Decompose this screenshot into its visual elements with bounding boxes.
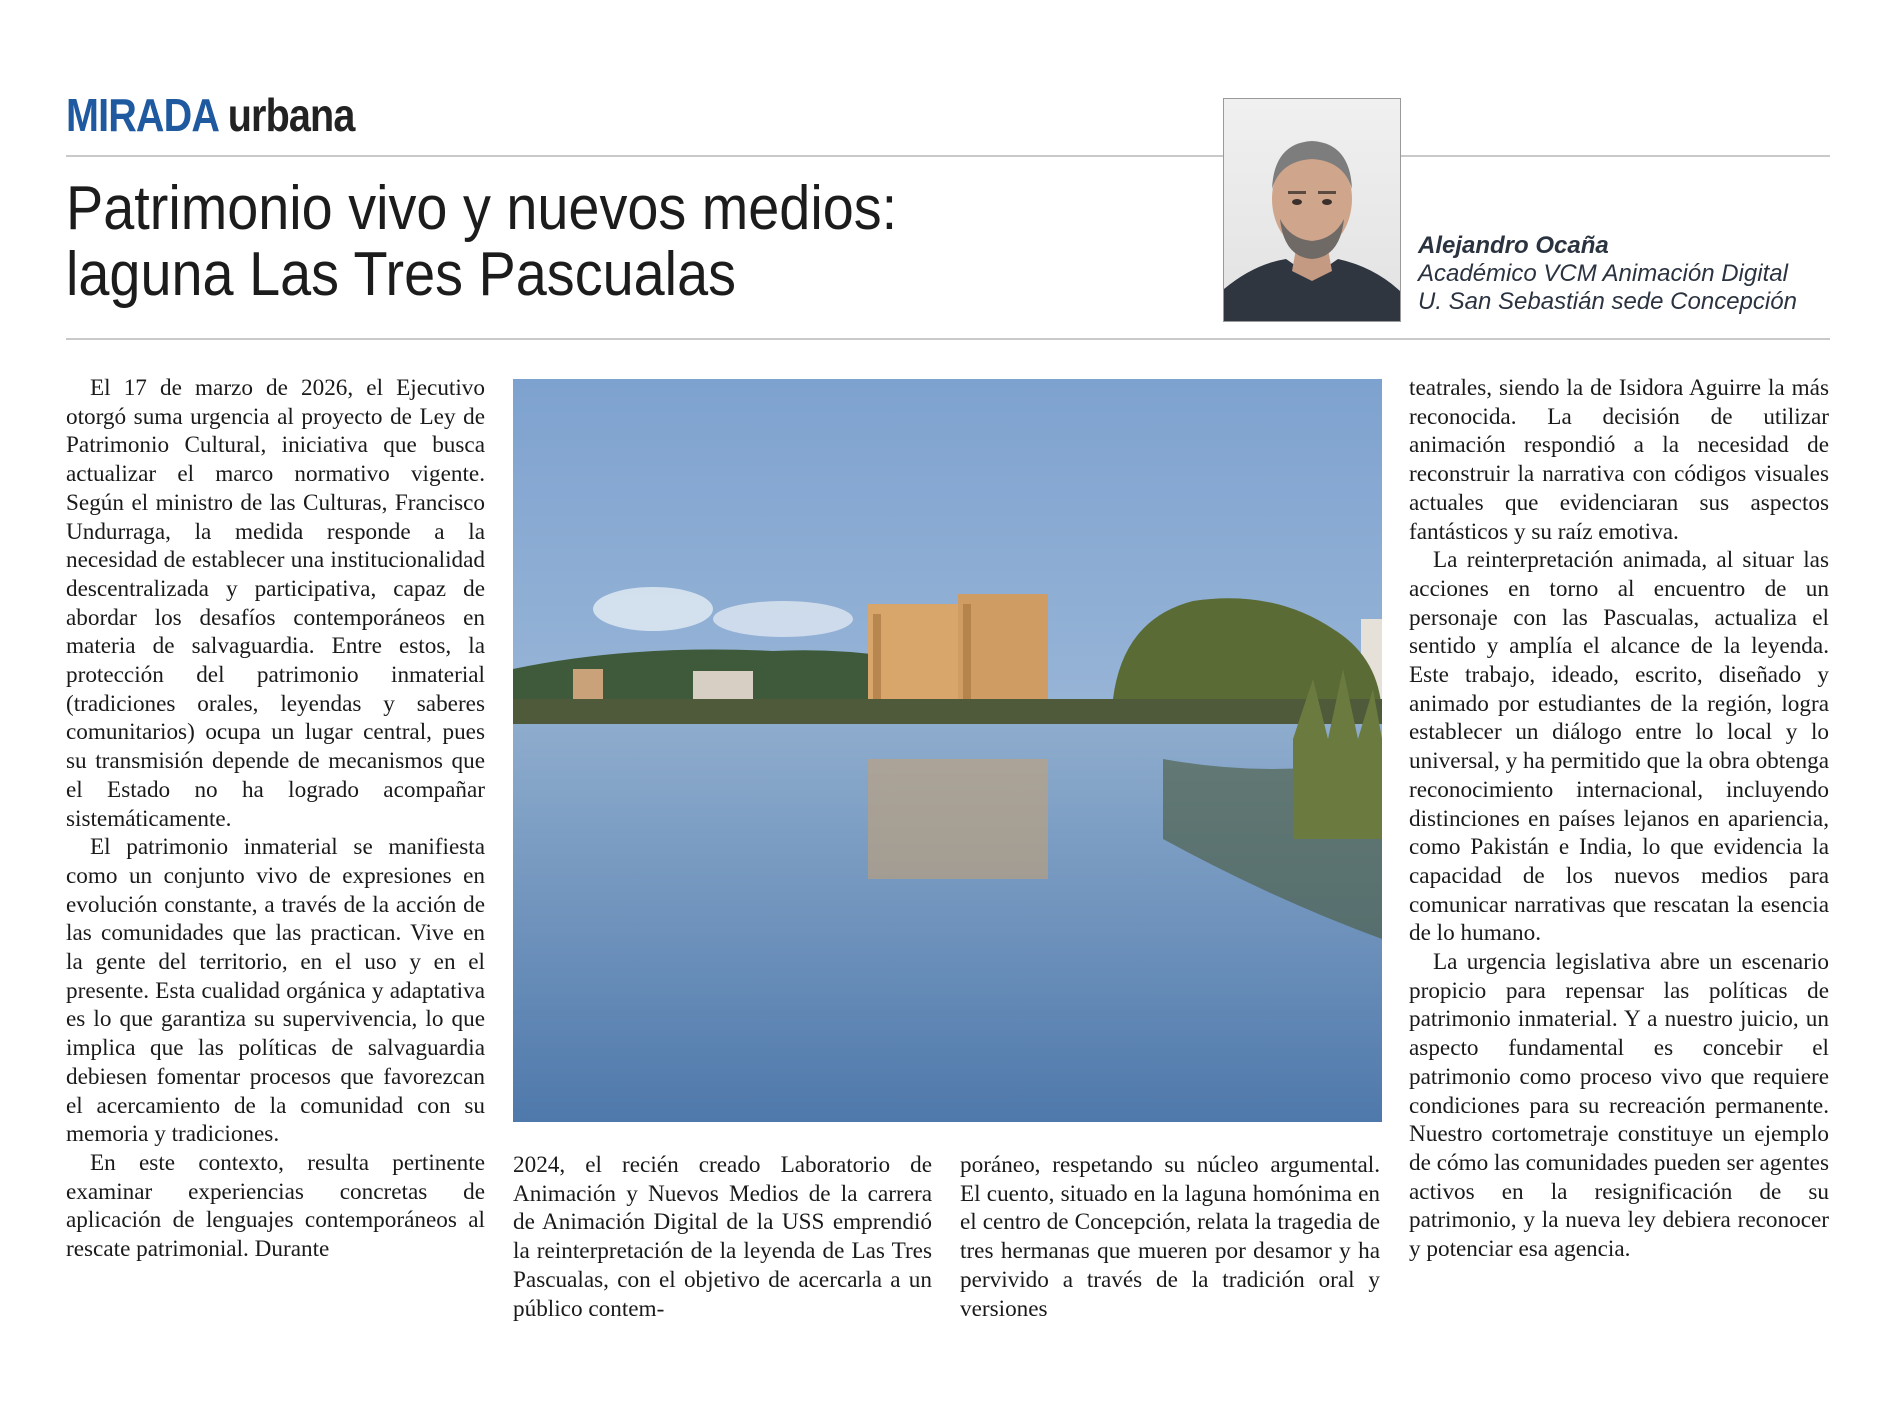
byline <box>1418 232 1838 316</box>
author-affiliation: U. San Sebastián sede Concepción <box>1418 288 1797 315</box>
section-topic: urbana <box>227 89 355 141</box>
article-column-1 <box>66 374 485 1264</box>
paragraph: La urgencia legislativa abre un escenario propicio para repensar las políticas de patrimonio inmaterial. Y a nuestro juicio, un aspecto fundamental es concebir el patrimonio como proceso vivo que requiere condiciones para su recreación permanente. Nuestro cortometraje constituye un ejemplo de cómo las comunidades pueden ser agentes activos en la resignificación de su patrimonio, y la nueva ley debiera reconocer y potenciar esa agencia. <box>1409 949 1829 1263</box>
headline-rule <box>66 338 1830 340</box>
paragraph: teatrales, siendo la de Isidora Aguirre la más reconocida. La decisión de utilizar animación respondió a la necesidad de reconstruir la narrativa con códigos visuales actuales que evidenciaran sus aspectos fantásticos y su raíz emotiva. <box>1409 375 1829 545</box>
paragraph: El patrimonio inmaterial se manifiesta como un conjunto vivo de expresiones en evolución constante, a través de la acción de las comunidades que las practican. Vive en la gente del territorio, en el uso y en el presente. Esta cualidad orgánica y adaptativa es lo que garantiza su supervivencia, lo que implica que las políticas de salvaguardia debiesen fomentar procesos que favorezcan el acercamiento de la comunidad con su memoria y tradiciones. <box>66 834 485 1148</box>
section-kicker: MIRADA <box>66 89 218 141</box>
headline-line-2: laguna Las Tres Pascualas <box>66 240 737 309</box>
headline-line-1: Patrimonio vivo y nuevos medios: <box>66 174 898 243</box>
article-column-3 <box>960 1151 1380 1323</box>
author-role: Académico VCM Animación Digital <box>1418 260 1788 287</box>
section-header <box>66 88 354 142</box>
top-rule <box>66 155 1830 157</box>
paragraph: poráneo, respetando su núcleo argumental. El cuento, situado en la laguna homónima en el centro de Concepción, relata la tragedia de tres hermanas que mueren por desamor y ha pervivido a través de la tradición oral y versiones <box>960 1152 1380 1322</box>
paragraph: En este contexto, resulta pertinente examinar experiencias concretas de aplicación de lenguajes contemporáneos al rescate patrimonial. Durante <box>66 1149 485 1263</box>
article-column-4 <box>1409 374 1829 1264</box>
lagoon-photo <box>513 379 1382 1122</box>
author-portrait <box>1223 98 1401 322</box>
article-column-2 <box>513 1151 932 1323</box>
author-name: Alejandro Ocaña <box>1418 232 1609 259</box>
headline <box>66 176 1056 308</box>
paragraph: 2024, el recién creado Laboratorio de Animación y Nuevos Medios de la carrera de Animación Digital de la USS emprendió la reinterpretación de la leyenda de Las Tres Pascualas, con el objetivo de acercarla a un público contem- <box>513 1152 932 1322</box>
paragraph: El 17 de marzo de 2026, el Ejecutivo otorgó suma urgencia al proyecto de Ley de Patrimonio Cultural, iniciativa que busca actualizar el marco normativo vigente. Según el ministro de las Culturas, Francisco Undurraga, la medida responde a la necesidad de establecer una institucionalidad descentralizada y participativa, capaz de abordar los desafíos contemporáneos en materia de salvaguardia. Entre estos, la protección del patrimonio inmaterial (tradiciones orales, leyendas y saberes comunitarios) ocupa un lugar central, pues su transmisión depende de mecanismos que el Estado no ha logrado acompañar sistemáticamente. <box>66 375 485 832</box>
paragraph: La reinterpretación animada, al situar las acciones en torno al encuentro de un personaje con las Pascualas, actualiza el sentido y amplía el alcance de la leyenda. Este trabajo, ideado, escrito, diseñado y animado por estudiantes de la región, logra establecer un diálogo entre lo local y lo universal, y ha permitido que la obra obtenga reconocimiento internacional, incluyendo distinciones en países lejanos en apariencia, como Pakistán e India, lo que evidencia la capacidad de los nuevos medios para comunicar narrativas que rescatan la esencia de lo humano. <box>1409 547 1829 947</box>
